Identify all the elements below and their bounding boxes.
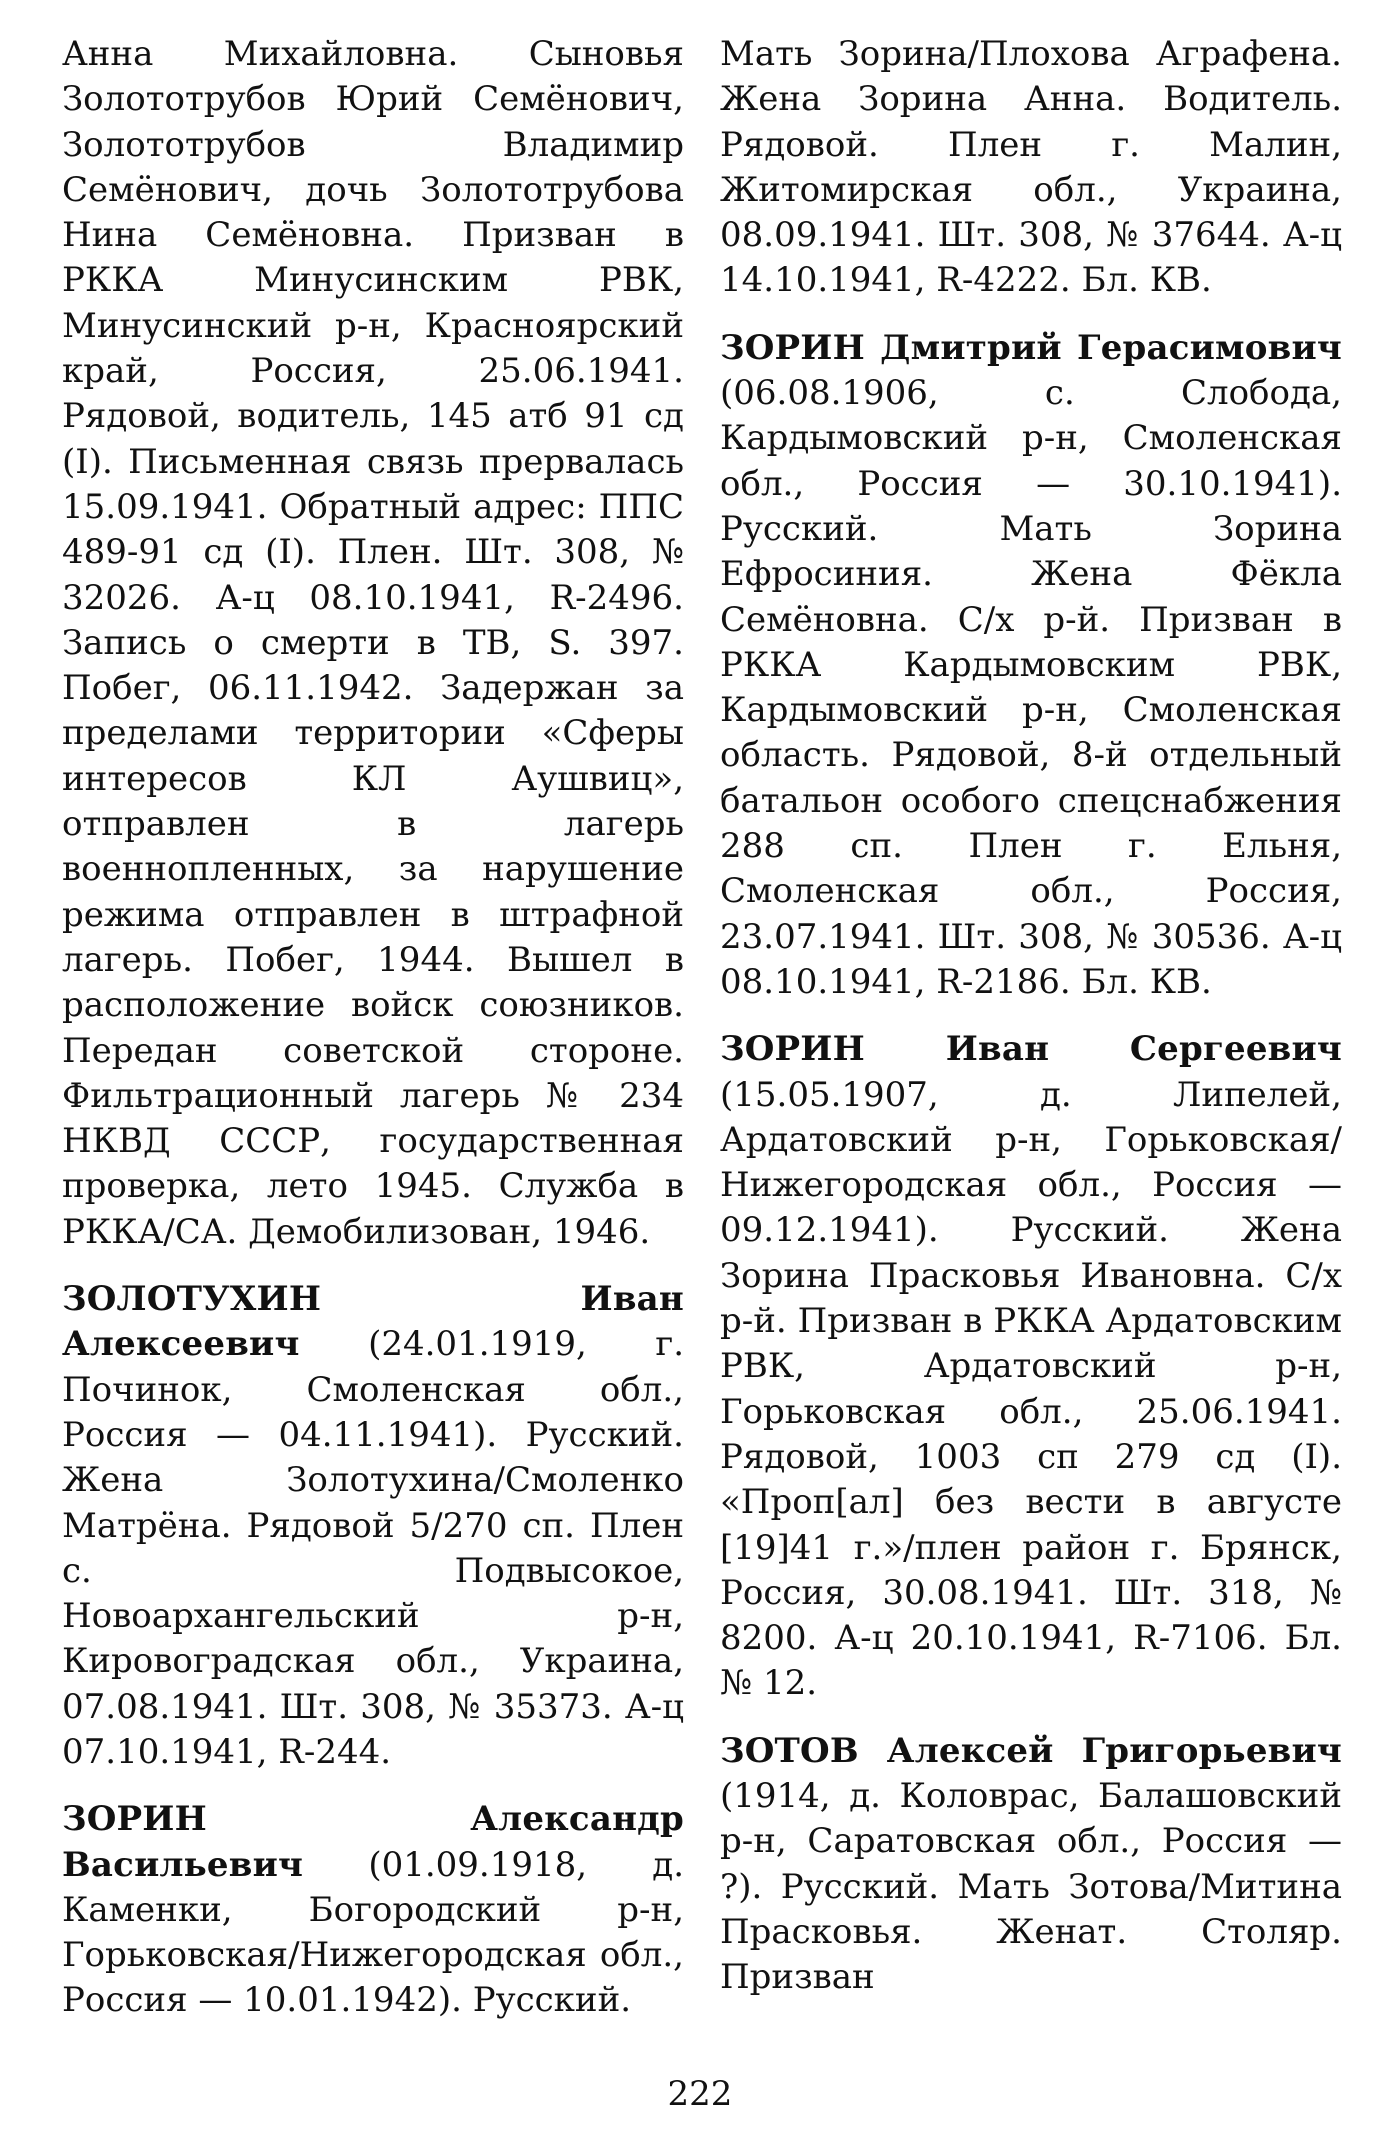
entry-continuation	[62, 32, 684, 1255]
entry-zorin-ivan	[720, 1027, 1342, 1706]
left-column	[62, 32, 684, 2024]
right-column	[720, 32, 1342, 2000]
entry-text: (01.09.1918, д. Каменки, Богородский р-н, Горьковская/Нижегородская обл., Россия — 10.01.1942). Русский.	[62, 1844, 684, 2021]
entry-zolotukhin-ivan	[62, 1277, 684, 1775]
entry-name: ЗОТОВ Алексей Григорьевич	[720, 1730, 1342, 1771]
entry-name: ЗОРИН Иван Сергеевич	[720, 1029, 1342, 1070]
entry-text: Мать Зорина/Плохова Аграфена. Жена Зорина Анна. Водитель. Рядовой. Плен г. Малин, Житомирская обл., Украина, 08.09.1941. Шт. 308, № 37644. А-ц 14.10.1941, R-4222. Бл. КВ.	[720, 34, 1342, 301]
entry-zorin-dmitriy	[720, 326, 1342, 1005]
entry-name: ЗОРИН Дмитрий Герасимович	[720, 327, 1342, 368]
page-number: 222	[667, 2074, 733, 2114]
entry-name: ЗОЛОТУХИН Иван Алексеевич	[62, 1279, 684, 1365]
entry-name: ЗОРИН Александр Васильевич	[62, 1799, 684, 1885]
entry-text: (06.08.1906, с. Слобода, Кардымовский р-н, Смоленская обл., Россия — 30.10.1941). Русский. Мать Зорина Ефросиния. Жена Фёкла Семёновна. С/х р-й. Призван в РККА Кардымовским РВК, Кардымовский р-н, Смоленская область. Рядовой, 8-й отдельный батальон особого спецснабжения 288 сп. Плен г. Ельня, Смоленская обл., Россия, 23.07.1941. Шт. 308, № 30536. А-ц 08.10.1941, R-2186. Бл. КВ.	[720, 373, 1342, 1002]
entry-continuation	[720, 32, 1342, 304]
entry-text: (1914, д. Коловрас, Балашовский р-н, Саратовская обл., Россия — ?). Русский. Мать Зотова/Митина Прасковья. Женат. Столяр. Призван	[720, 1775, 1342, 1998]
entry-zotov-aleksey	[720, 1729, 1342, 2001]
entry-text: (15.05.1907, д. Липелей, Ардатовский р-н, Горьковская/Нижегородская обл., Россия — 09.12.1941). Русский. Жена Зорина Прасковья Ивановна. С/х р-й. Призван в РККА Ардатовским РВК, Ардатовский р-н, Горьковская обл., 25.06.1941. Рядовой, 1003 сп 279 сд (I). «Проп[ал] без вести в августе [19]41 г.»/плен район г. Брянск, Россия, 30.08.1941. Шт. 318, № 8200. А-ц 20.10.1941, R-7106. Бл. № 12.	[720, 1074, 1342, 1704]
entry-text: (24.01.1919, г. Починок, Смоленская обл., Россия — 04.11.1941). Русский. Жена Золотухина/Смоленко Матрёна. Рядовой 5/270 сп. Плен с. Подвысокое, Новоархангельский р-н, Кировоградская обл., Украина, 07.08.1941. Шт. 308, № 35373. А-ц 07.10.1941, R-244.	[62, 1324, 684, 1772]
entry-text: Анна Михайловна. Сыновья Золототрубов Юрий Семёнович, Золототрубов Владимир Семёнович, дочь Золототрубова Нина Семёновна. Призван в РККА Минусинским РВК, Минусинский р-н, Красноярский край, Россия, 25.06.1941. Рядовой, водитель, 145 атб 91 сд (I). Письменная связь прервалась 15.09.1941. Обратный адрес: ППС 489-91 сд (I). Плен. Шт. 308, № 32026. А-ц 08.10.1941, R-2496. Запись о смерти в ТВ, S. 397. Побег, 06.11.1942. Задержан за пределами территории «Сферы интересов КЛ Аушвиц», отправлен в лагерь военнопленных, за нарушение режима отправлен в штрафной лагерь. Побег, 1944. Вышел в расположение войск союзников. Передан советской стороне. Фильтрационный лагерь № 234 НКВД СССР, государственная проверка, лето 1945. Служба в РККА/СА. Демобилизован, 1946.	[62, 34, 684, 1252]
entry-zorin-aleksandr	[62, 1797, 684, 2023]
